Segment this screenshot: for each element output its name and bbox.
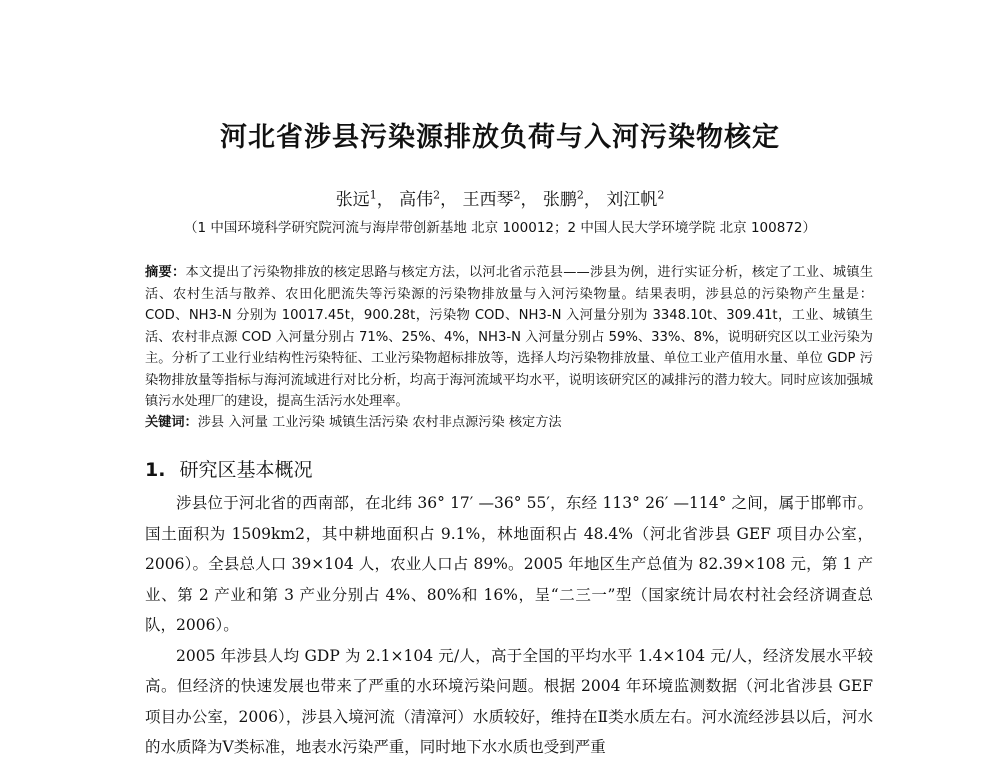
section-number: 1. — [145, 459, 166, 481]
section-body — [145, 488, 873, 763]
author-name: 张远 — [335, 190, 370, 210]
keywords — [145, 412, 873, 434]
affiliations: （1 中国环境科学研究院河流与海岸带创新基地 北京 100012；2 中国人民大学环境学院 北京 100872） — [184, 220, 816, 236]
abstract-label: 摘要： — [145, 265, 186, 280]
author — [399, 190, 457, 210]
author — [336, 190, 394, 210]
author-name: 刘江帆 — [606, 190, 658, 210]
author-separator: ， — [376, 190, 394, 210]
author — [543, 190, 601, 210]
author — [463, 190, 538, 210]
paper-title: 河北省涉县污染源排放负荷与入河污染物核定 — [220, 122, 780, 153]
section-heading — [145, 456, 312, 484]
author-affiliation-mark: 2 — [433, 188, 441, 202]
author-affiliation-mark: 2 — [513, 188, 521, 202]
body-paragraph: 2005 年涉县人均 GDP 为 2.1×104 元/人，高于全国的平均水平 1.4×104 元/人，经济发展水平较高。但经济的快速发展也带来了严重的水环境污染问题。根据 2004 年环境监测数据（河北省涉县 GEF 项目办公室，2006），涉县入境河流（清漳河）水质较好，维持在Ⅱ类水质左右。河水流经涉县以后，河水的水质降为Ⅴ类标准，地表水污染严重，同时地下水水质也受到严重 — [145, 646, 873, 756]
section-title: 研究区基本概况 — [179, 459, 313, 481]
author-separator: ， — [440, 190, 458, 210]
keywords-text: 涉县 入河量 工业污染 城镇生活污染 农村非点源污染 核定方法 — [197, 415, 562, 430]
author-affiliation-mark: 2 — [657, 188, 665, 202]
author-name: 高伟 — [399, 190, 434, 210]
author-separator: ， — [583, 190, 601, 210]
abstract — [145, 262, 873, 413]
abstract-text: 本文提出了污染物排放的核定思路与核定方法，以河北省示范县——涉县为例，进行实证分析，核定了工业、城镇生活、农村生活与散养、农田化肥流失等污染源的污染物排放量与入河污染物量。结果表明，涉县总的污染物产生量是：COD、NH3-N 分别为 10017.45t，900.28t，污染物 COD、NH3-N 入河量分别为 3348.10t、309.41t，工业、城镇生活、农村非点源 COD 入河量分别占 71%、25%、4%，NH3-N 入河量分别占 59%、33%、8%，说明研究区以工业污染为主。分析了工业行业结构性污染特征、工业污染物超标排放等，选择人均污染物排放量、单位工业产值用水量、单位 GDP 污染物排放量等指标与海河流域进行对比分析，均高于海河流域平均水平，说明该研究区的减排污的潜力较大。同时应该加强城镇污水处理厂的建设，提高生活污水处理率。 — [145, 265, 874, 409]
author-name: 王西琴 — [462, 190, 514, 210]
body-paragraph: 涉县位于河北省的西南部，在北纬 36° 17′ —36° 55′，东经 113° 26′ —114° 之间，属于邯郸市。国土面积为 1509km2，其中耕地面积占 9.1%，林地面积占 48.4%（河北省涉县 GEF 项目办公室，2006）。全县总人口 39×104 人，农业人口占 89%。2005 年地区生产总值为 82.39×108 元，第 1 产业、第 2 产业和第 3 产业分别占 4%、80%和 16%，呈“二三一”型（国家统计局农村社会经济调查总队，2006）。 — [145, 494, 873, 634]
author-list — [0, 188, 1000, 212]
author-affiliation-mark: 1 — [369, 188, 377, 202]
keywords-label: 关键词： — [145, 415, 198, 430]
author-name: 张鹏 — [542, 190, 577, 210]
author — [606, 190, 664, 210]
author-separator: ， — [520, 190, 538, 210]
author-affiliation-mark: 2 — [576, 188, 584, 202]
